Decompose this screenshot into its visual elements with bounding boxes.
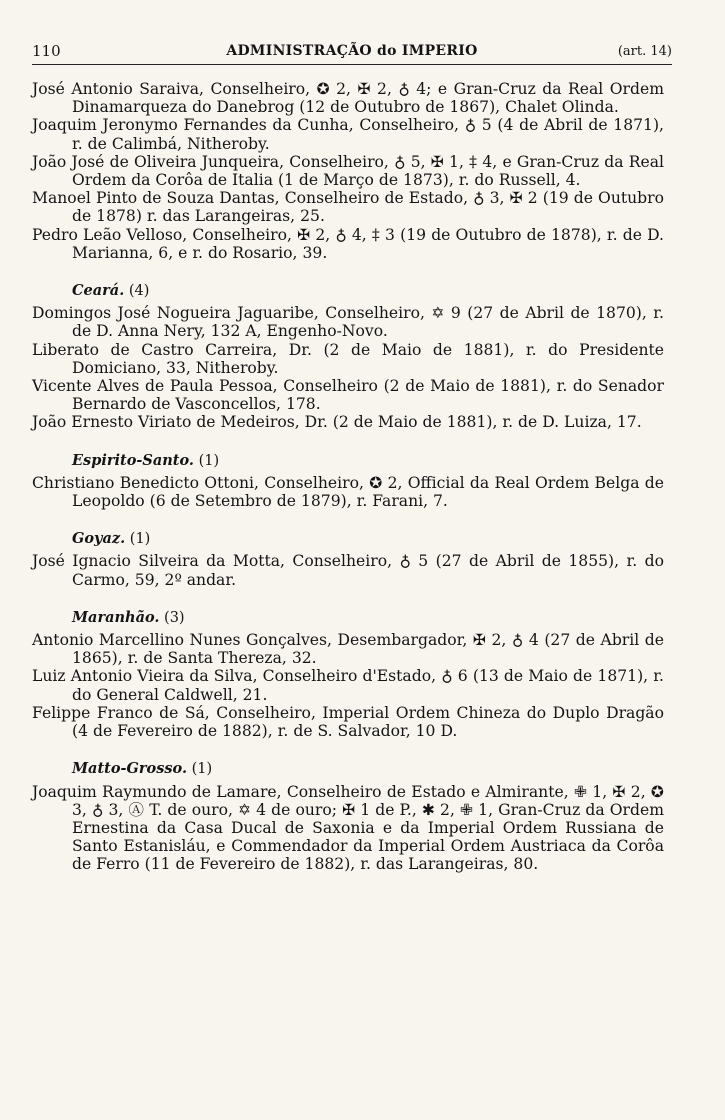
section-ceara bbox=[32, 282, 664, 432]
province-count: (1) bbox=[198, 452, 220, 469]
entry: Felippe Franco de Sá, Conselheiro, Imperial Ordem Chineza do Duplo Dragão (4 de Fevereiro de 1882), r. de S. Salvador, 10 D. bbox=[32, 703, 664, 741]
page-header bbox=[32, 40, 672, 65]
section-maranhao bbox=[32, 609, 664, 740]
entry: Liberato de Castro Carreira, Dr. (2 de Maio de 1881), r. do Presidente Domiciano, 33, Nitheroby. bbox=[32, 340, 664, 377]
section-heading bbox=[72, 609, 664, 627]
section-heading bbox=[72, 282, 664, 300]
province-count: (3) bbox=[164, 609, 185, 626]
province-name: Maranhão. bbox=[72, 608, 160, 626]
entry: Vicente Alves de Paula Pessoa, Conselheiro (2 de Maio de 1881), r. do Senador Bernardo de Vasconcellos, 178. bbox=[32, 377, 664, 414]
section-heading bbox=[72, 452, 664, 470]
section-heading bbox=[72, 530, 664, 548]
entry: Domingos José Nogueira Jaguaribe, Conselheiro, ✡ 9 (27 de Abril de 1870), r. de D. Anna Nery, 132 A, Engenho-Novo. bbox=[32, 304, 664, 341]
entry: Christiano Benedicto Ottoni, Conselheiro, ✪ 2, Official da Real Ordem Belga de Leopoldo (6 de Setembro de 1879), r. Farani, 7. bbox=[32, 473, 664, 511]
entry: José Antonio Saraiva, Conselheiro, ✪ 2, ✠ 2, ♁ 4; e Gran-Cruz da Real Ordem Dinamarqueza do Danebrog (12 de Outubro de 1867), Chalet Olinda. bbox=[32, 80, 664, 117]
section-heading bbox=[72, 760, 664, 778]
entry: João José de Oliveira Junqueira, Conselheiro, ♁ 5, ✠ 1, ‡ 4, e Gran-Cruz da Real Ordem da Corôa de Italia (1 de Março de 1873), r. do Russell, 4. bbox=[32, 152, 664, 190]
article-reference: (art. 14) bbox=[617, 44, 672, 59]
entry: Pedro Leão Velloso, Conselheiro, ✠ 2, ♁ 4, ‡ 3 (19 de Outubro de 1878), r. de D. Marianna, 6, e r. do Rosario, 39. bbox=[32, 225, 664, 262]
section-matto-grosso bbox=[32, 760, 664, 873]
page-body bbox=[32, 80, 664, 874]
section-goyaz bbox=[32, 530, 664, 589]
entry: Joaquim Raymundo de Lamare, Conselheiro de Estado e Almirante, ✙ 1, ✠ 2, ✪ 3, ♁ 3, Ⓐ T. de ouro, ✡ 4 de ouro; ✠ 1 de P., ✱ 2, ✙ 1, Gran-Cruz da Ordem Ernestina da Casa Ducal de Saxonia e da Imperial Ordem Russiana de Santo Estanisláu, e Commendador da Imperial Ordem Austriaca da Corôa de Ferro (11 de Fevereiro de 1882), r. das Larangeiras, 80. bbox=[32, 782, 664, 874]
section-unnamed bbox=[32, 80, 664, 262]
entry: José Ignacio Silveira da Motta, Conselheiro, ♁ 5 (27 de Abril de 1855), r. do Carmo, 59, 2º andar. bbox=[32, 552, 664, 589]
page-number: 110 bbox=[32, 42, 61, 60]
province-name: Ceará. bbox=[72, 282, 125, 300]
province-count: (1) bbox=[129, 531, 151, 548]
province-count: (1) bbox=[191, 761, 213, 778]
province-name: Goyaz. bbox=[72, 530, 126, 548]
province-count: (4) bbox=[128, 283, 150, 300]
province-name: Espirito-Santo. bbox=[72, 451, 194, 469]
section-espirito-santo bbox=[32, 452, 664, 511]
entry: Luiz Antonio Vieira da Silva, Conselheiro d'Estado, ♁ 6 (13 de Maio de 1871), r. do General Caldwell, 21. bbox=[32, 667, 664, 704]
entry: João Ernesto Viriato de Medeiros, Dr. (2 de Maio de 1881), r. de D. Luiza, 17. bbox=[32, 413, 642, 432]
entry: Joaquim Jeronymo Fernandes da Cunha, Conselheiro, ♁ 5 (4 de Abril de 1871), r. de Calimbá, Nitheroby. bbox=[32, 116, 664, 153]
entry: Antonio Marcellino Nunes Gonçalves, Desembargador, ✠ 2, ♁ 4 (27 de Abril de 1865), r. de Santa Thereza, 32. bbox=[32, 631, 664, 668]
running-title: ADMINISTRAÇÃO do IMPERIO bbox=[226, 43, 478, 59]
entry: Manoel Pinto de Souza Dantas, Conselheiro de Estado, ♁ 3, ✠ 2 (19 de Outubro de 1878) r. das Larangeiras, 25. bbox=[32, 189, 664, 226]
province-name: Matto-Grosso. bbox=[72, 760, 188, 778]
